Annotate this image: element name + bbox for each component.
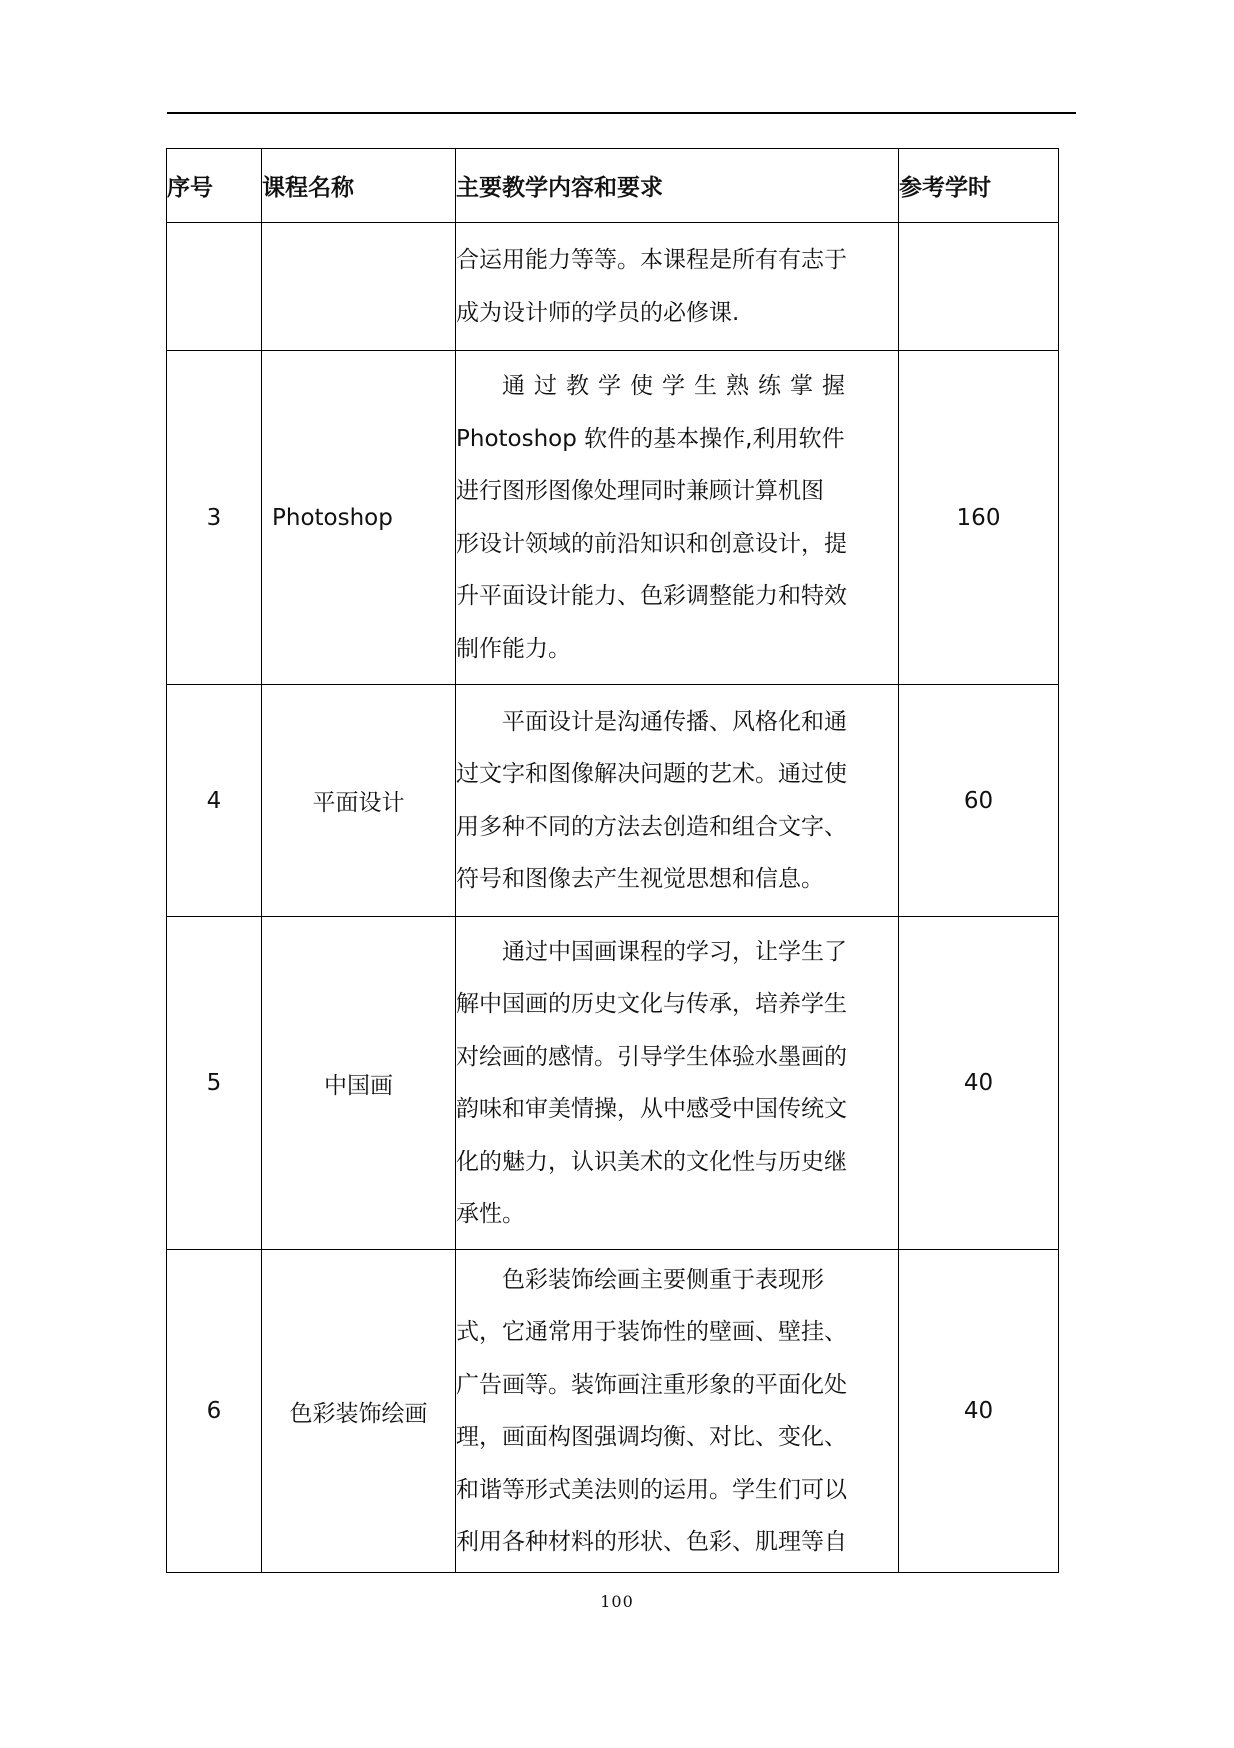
- row-number: 3: [167, 351, 262, 685]
- course-hours: 60: [899, 685, 1059, 917]
- content-line: 理，画面构图强调均衡、对比、变化、: [456, 1424, 847, 1450]
- table-row: [167, 351, 1059, 685]
- header-hours: 参考学时: [899, 149, 1059, 223]
- row-number: 6: [167, 1250, 262, 1573]
- table-row: [167, 1250, 1059, 1573]
- page-number: 100: [600, 1592, 634, 1611]
- course-name: 平面设计: [262, 685, 456, 917]
- course-content: [456, 917, 899, 1250]
- content-line: 升平面设计能力、色彩调整能力和特效: [456, 583, 847, 609]
- course-name: 中国画: [262, 917, 456, 1250]
- content-line: 色彩装饰绘画主要侧重于表现形: [502, 1266, 824, 1293]
- content-line: 对绘画的感情。引导学生体验水墨画的: [456, 1043, 847, 1070]
- content-line: 形设计领域的前沿知识和创意设计，提: [456, 530, 847, 557]
- course-content: [456, 685, 899, 917]
- course-hours: 40: [899, 1250, 1059, 1573]
- table-row: [167, 685, 1059, 917]
- content-line: 过文字和图像解决问题的艺术。通过使: [456, 761, 847, 787]
- table-header-row: [167, 149, 1059, 223]
- content-line: 化的魅力，认识美术的文化性与历史继: [456, 1148, 847, 1175]
- course-hours: 40: [899, 917, 1059, 1250]
- content-line: 进行图形图像处理同时兼顾计算机图: [456, 478, 824, 504]
- course-hours: 160: [899, 351, 1059, 685]
- content-line: 式，它通常用于装饰性的壁画、壁挂、: [456, 1319, 847, 1345]
- content-line: 韵味和审美情操，从中感受中国传统文: [456, 1096, 847, 1122]
- header-seq: 序号: [167, 149, 262, 223]
- content-line: 利用各种材料的形状、色彩、肌理等自: [456, 1529, 847, 1555]
- course-name: Photoshop: [262, 351, 456, 685]
- content-line: 解中国画的历史文化与传承，培养学生: [456, 991, 847, 1017]
- course-content: [456, 351, 899, 685]
- course-name: 色彩装饰绘画: [262, 1250, 456, 1573]
- table-row: [167, 223, 1059, 351]
- content-line: 用多种不同的方法去创造和组合文字、: [456, 813, 847, 840]
- course-table: [166, 148, 1059, 1573]
- course-content: [456, 1250, 899, 1573]
- content-line: 和谐等形式美法则的运用。学生们可以: [456, 1476, 847, 1503]
- content-line: 承性。: [456, 1201, 525, 1227]
- content-line: 成为设计师的学员的必修课.: [456, 299, 740, 326]
- course-name: [262, 223, 456, 351]
- row-number: [167, 223, 262, 351]
- header-content: 主要教学内容和要求: [456, 149, 899, 223]
- row-number: 4: [167, 685, 262, 917]
- content-line: 平面设计是沟通传播、风格化和通: [502, 708, 847, 735]
- content-line: 合运用能力等等。本课程是所有有志于: [456, 247, 847, 273]
- course-hours: [899, 223, 1059, 351]
- course-content: [456, 223, 899, 351]
- content-line: 制作能力。: [456, 635, 571, 662]
- content-line: 通过中国画课程的学习，让学生了: [502, 938, 847, 965]
- content-line: 符号和图像去产生视觉思想和信息。: [456, 866, 824, 892]
- table-row: [167, 917, 1059, 1250]
- header-rule: [167, 112, 1076, 114]
- row-number: 5: [167, 917, 262, 1250]
- header-course-name: 课程名称: [262, 149, 456, 223]
- content-line: 广告画等。装饰画注重形象的平面化处: [456, 1371, 847, 1398]
- content-line: Photoshop 软件的基本操作,利用软件: [456, 425, 845, 452]
- content-line: 通过教学使学生熟练掌握: [502, 373, 854, 399]
